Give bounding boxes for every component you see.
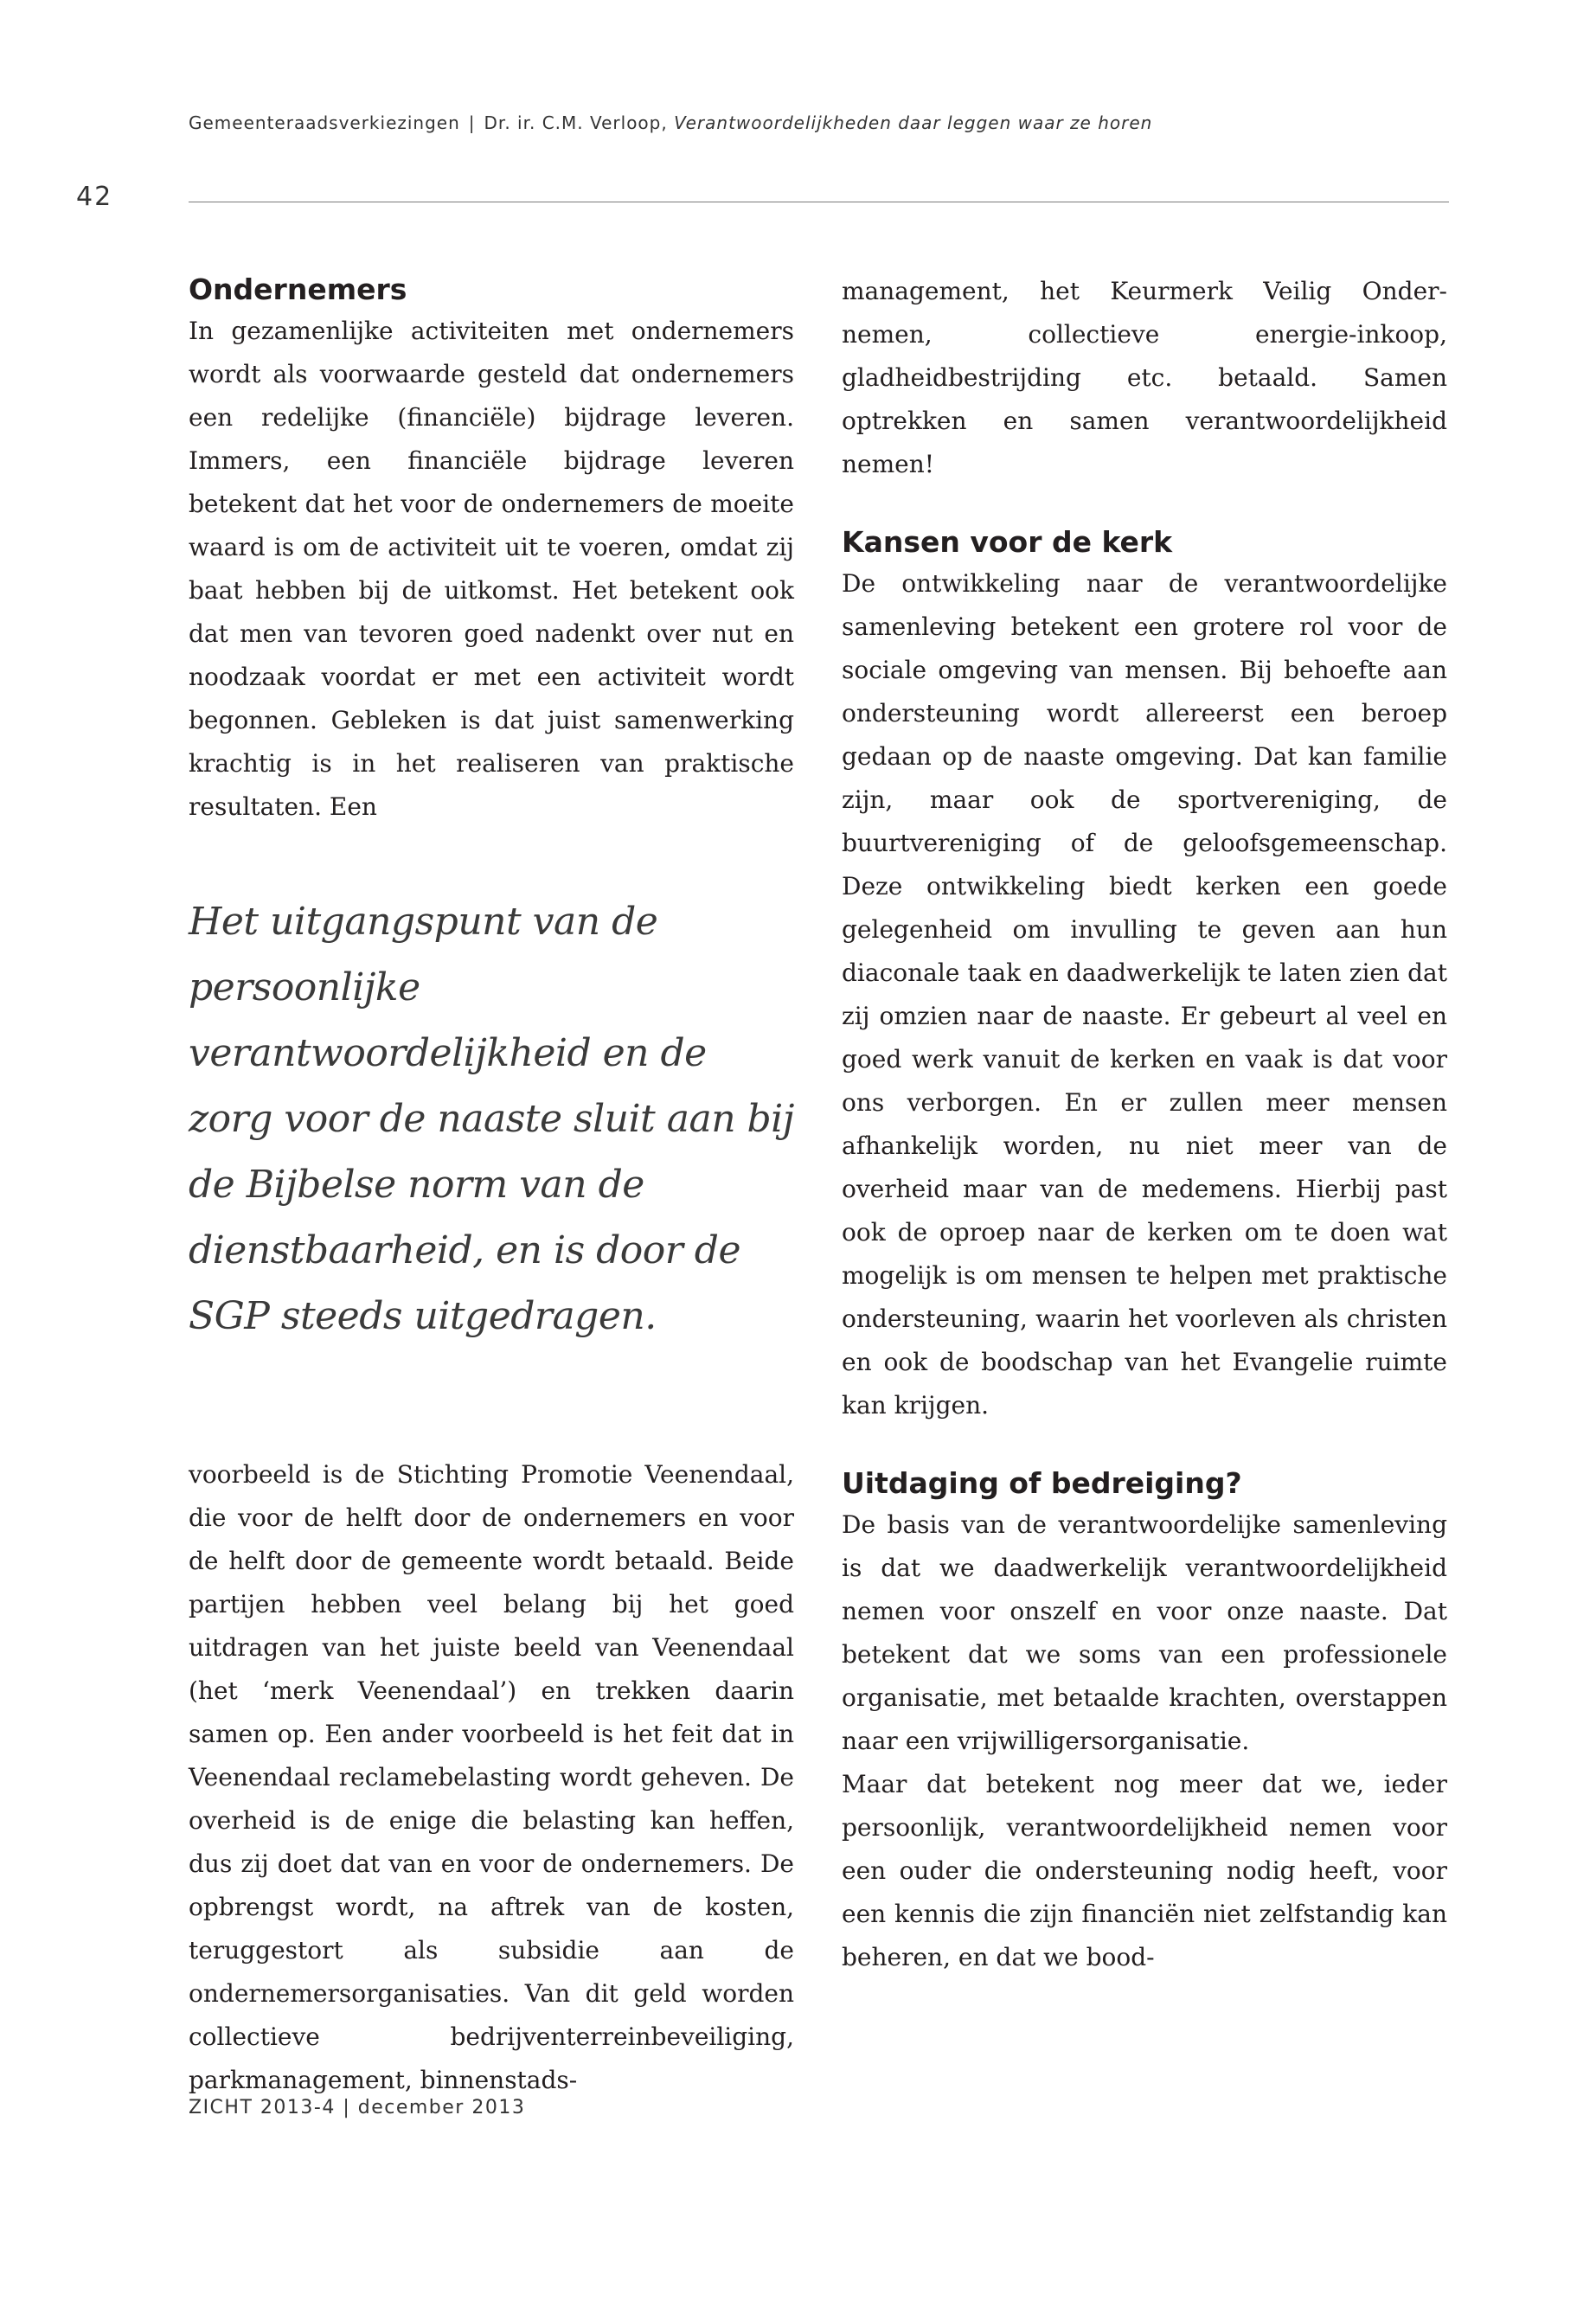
footer <box>189 2097 525 2118</box>
running-header <box>189 112 1452 133</box>
spacer <box>842 1427 1447 1464</box>
header-article-title: Verantwoordelijkheden daar leggen waar ze horen <box>674 112 1153 133</box>
pull-quote: Het uitgangspunt van de persoonlijke verantwoordelijkheid en de zorg voor de naaste sluit aan bij de Bijbelse norm van de dienstbaarheid, en is door de SGP steeds uitgedragen. <box>189 900 794 1338</box>
paragraph-ondernemers: In gezamenlijke activiteiten met ondernemers wordt als voorwaarde gesteld dat ondernemers een redelijke (financiële) bijdrage leveren. Immers, een financiële bijdrage leveren betekent dat het voor de ondernemers de moeite waard is om de activiteit uit te voeren, omdat zij baat hebben bij de uitkomst. Het betekent ook dat men van tevoren goed nadenkt over nut en noodzaak voordat er met een activiteit wordt begonnen. Gebleken is dat juist samenwerking krachtig is in het realiseren van praktische resultaten. Een <box>189 317 794 821</box>
spacer <box>189 829 794 889</box>
paragraph-continued: management, het Keurmerk Veilig Onder- nemen, collectieve energie-inkoop, gladheidbestrijding etc. betaald. Samen optrekken en samen verantwoordelijkheid nemen! <box>842 277 1447 478</box>
header-author: Dr. ir. C.M. Verloop, <box>484 112 668 133</box>
heading-kansen-voor-de-kerk: Kansen voor de kerk <box>842 525 1173 559</box>
page-number: 42 <box>76 182 113 212</box>
paragraph-uitdaging-1: De basis van de verantwoordelijke samenleving is dat we daadwerkelijk verantwoordelijkheid nemen voor onszelf en voor onze naaste. Dat betekent dat we soms van een professionele organisatie, met betaalde krachten, overstappen naar een vrijwilligersorganisatie. <box>842 1510 1447 1755</box>
left-column <box>189 270 794 2102</box>
paragraph-kansen: De ontwikkeling naar de verantwoordelijke samenleving betekent een grotere rol voor de sociale omgeving van mensen. Bij behoefte aan ondersteuning wordt allereerst een beroep gedaan op de naaste omgeving. Dat kan familie zijn, maar ook de sportvereniging, de buurtvereniging of de geloofsgemeenschap. Deze ontwikkeling biedt kerken een goede gelegenheid om invulling te geven aan hun diaconale taak en daadwerkelijk te laten zien dat zij omzien naar de naaste. Er gebeurt al veel en goed werk vanuit de kerken en vaak is dat voor ons verborgen. En er zullen meer mensen afhankelijk worden, nu niet meer van de overheid maar van de medemens. Hierbij past ook de oproep naar de kerken om te doen wat mogelijk is om mensen te helpen met praktische ondersteuning, waarin het voorleven als christen en ook de boodschap van het Evangelie ruimte kan krijgen. <box>842 569 1447 1420</box>
footer-date: december 2013 <box>357 2097 526 2118</box>
spacer <box>189 1349 794 1453</box>
footer-separator: | <box>343 2097 351 2118</box>
paragraph-voorbeeld: voorbeeld is de Stichting Promotie Veenendaal, die voor de helft door de ondernemers en voor de helft door de gemeente wordt betaald. Beide partijen hebben veel belang bij het goed uitdragen van het juiste beeld van Veenendaal (het ‘merk Veenendaal’) en trekken daarin samen op. Een ander voorbeeld is het feit dat in Veenendaal reclamebelasting wordt geheven. De overheid is de enige die belasting kan heffen, dus zij doet dat van en voor de ondernemers. De opbrengst wordt, na aftrek van de kosten, teruggestort als subsidie aan de ondernemersorganisaties. Van dit geld worden collectieve bedrijventerreinbeveiliging, parkmanagement, binnenstads- <box>189 1460 794 2094</box>
heading-uitdaging-of-bedreiging: Uitdaging of bedreiging? <box>842 1466 1242 1500</box>
right-column <box>842 270 1447 1979</box>
paragraph-uitdaging-2: Maar dat betekent nog meer dat we, ieder persoonlijk, verantwoordelijkheid nemen voor een ouder die ondersteuning nodig heeft, voor een kennis die zijn financiën niet zelfstandig kan beheren, en dat we bood- <box>842 1770 1447 1971</box>
header-separator: | <box>468 112 476 133</box>
footer-issue: ZICHT 2013-4 <box>189 2097 336 2118</box>
spacer <box>842 486 1447 522</box>
heading-ondernemers: Ondernemers <box>189 272 407 306</box>
header-publication: Gemeenteraadsverkiezingen <box>189 112 460 133</box>
